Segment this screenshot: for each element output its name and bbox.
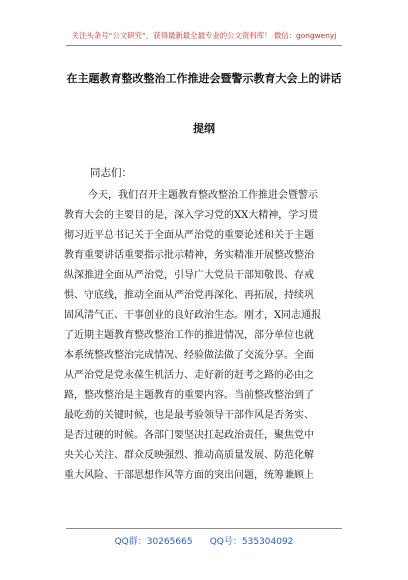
body-line: 央关心关注、群众反映强烈、推动高质量发展、防范化解 [64, 450, 314, 461]
footer-divider [66, 528, 342, 529]
body-line: 从严治党是党永葆生机活力、走好新的赶考之路的必由之 [64, 370, 314, 381]
body-line: 固风清气正、干事创业的良好政治生态。刚才，X同志通报 [64, 310, 322, 321]
footer-contact: QQ群：30265665 QQ号：535304092 [114, 537, 294, 547]
body-line: 今天，我们召开主题教育整改整治工作推进会暨警示 [88, 190, 318, 201]
body-line: 路，整改整治是主题教育的重要内容。当前整改整治到了 [64, 390, 314, 401]
body-line: 惧、守底线，推动全面从严治党再深化、再拓展，持续巩 [64, 290, 314, 301]
salutation: 同志们： [90, 167, 132, 179]
header-banner: 关注头条号“公文研究”，获得最新最全最专业的公文资料库！ 微信：gongwenyj [71, 31, 337, 40]
body-line: 教育大会的主要目的是，深入学习党的XX大精神，学习贯 [64, 210, 319, 221]
body-line: 最吃劲的关键时候，也是最考验领导干部作风是否务实、 [64, 410, 314, 421]
document-title: 在主题教育整改整治工作推进会暨警示教育大会上的讲话 [66, 72, 342, 85]
header-divider [66, 45, 342, 46]
body-line: 本系统整改整治完成情况、经验做法做了交流分享。全面 [64, 350, 314, 361]
body-line: 是否过硬的时候。各部门要坚决扛起政治责任，聚焦党中 [64, 430, 314, 441]
body-line: 纵深推进全面从严治党，引导广大党员干部知敬畏、存戒 [64, 270, 314, 281]
body-line: 教育重要讲话重要指示批示精神，务实精准开展整改整治 [64, 250, 314, 261]
document-subtitle: 提纲 [193, 122, 215, 135]
body-line: 彻习近平总书记关于全面从严治党的重要论述和关于主题 [64, 230, 314, 241]
body-line: 了近期主题教育整改整治工作的推进情况，部分单位也就 [64, 330, 314, 341]
body-line: 重大风险、干部思想作风等方面的突出问题，统筹兼顾上 [64, 470, 314, 481]
